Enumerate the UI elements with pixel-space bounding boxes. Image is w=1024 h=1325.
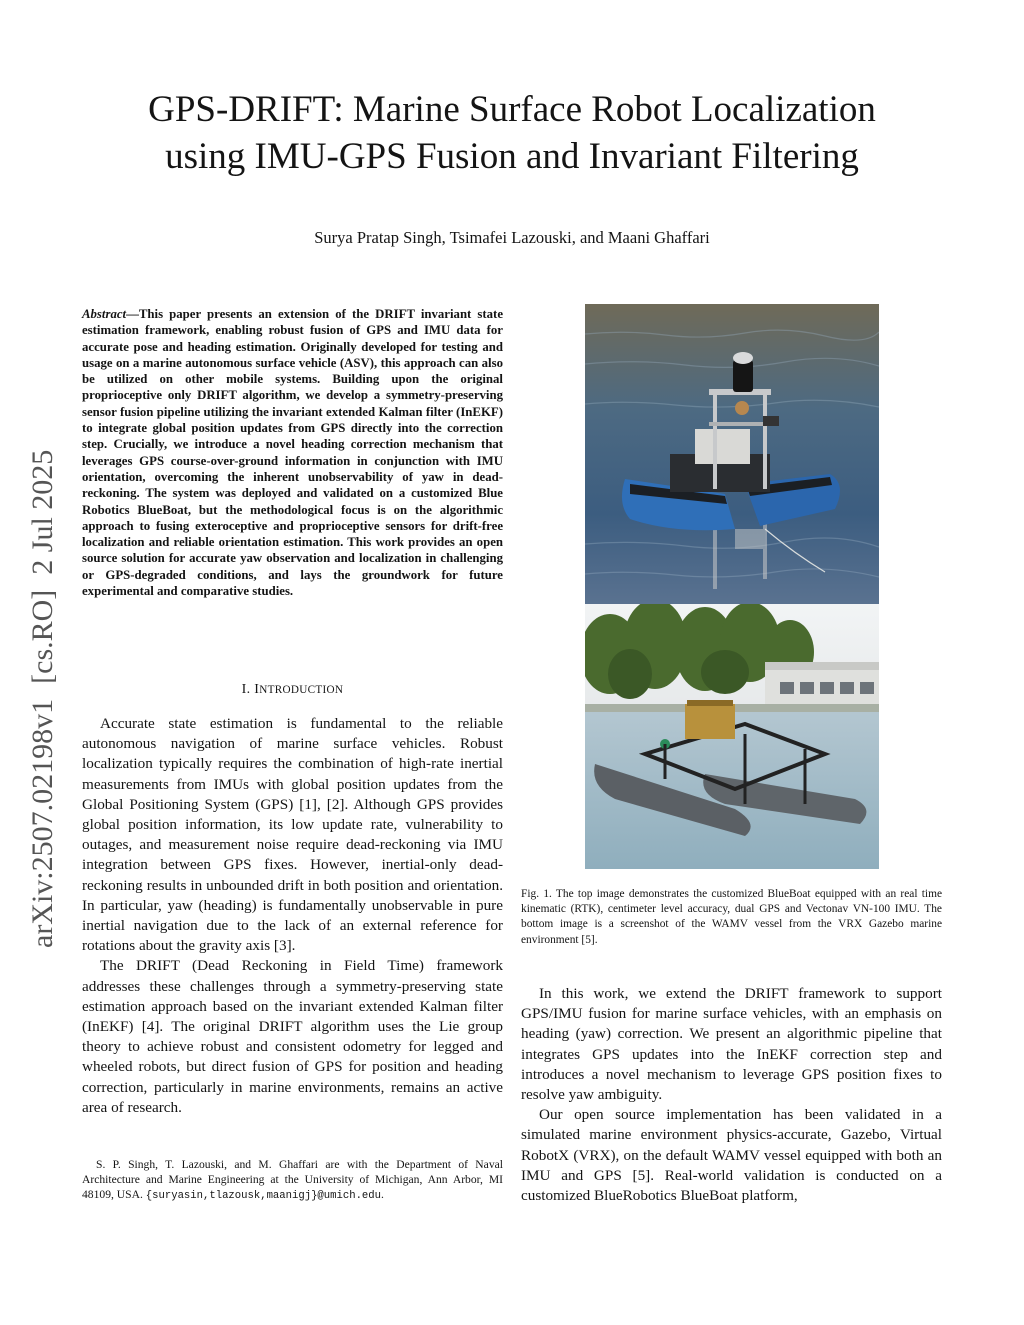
- right-paragraph-1: In this work, we extend the DRIFT framework to support GPS/IMU fusion for marine surface vehicles, with an emphasis on heading (yaw) correction. We present an algorithmic pipeline that integrates GPS updates into the InEKF correction step and introduces a novel mechanism to leverage GPS position fixes to resolve yaw ambiguity.: [521, 985, 942, 1104]
- footnote-emails: {suryasin,tlazousk,maanigj}@umich.edu: [145, 1190, 382, 1202]
- arxiv-stamp: [14, 380, 66, 950]
- introduction-body: [82, 714, 503, 1118]
- abstract-label: Abstract: [82, 307, 127, 321]
- title-line-2: using IMU-GPS Fusion and Invariant Filtering: [165, 136, 859, 177]
- intro-paragraph-1: Accurate state estimation is fundamental to the reliable autonomous navigation of marine surface vehicles. Robust localization typically requires the combination of high-rate inertial measurements from IMUs with global position updates from the Global Positioning System (GPS) [1], [2]. Although GPS provides global position information, its low update rate, vulnerability to outages, and measurement noise require dead-reckoning via IMU integration between GPS fixes. However, inertial-only dead-reckoning results in unbounded drift in both position and orientation. In particular, yaw (heading) is fundamentally unobservable in pure inertial navigation due to the lack of an external reference for rotations about the gravity axis [3].: [82, 715, 503, 955]
- section-title-rest: NTRODUCTION: [259, 684, 344, 696]
- right-column-body: [521, 984, 942, 1206]
- footnote-text: S. P. Singh, T. Lazouski, and M. Ghaffari are with the Department of Naval Architecture and Marine Engineering at the University of Michigan, Ann Arbor, MI 48109, USA.: [82, 1158, 503, 1201]
- affiliation-footnote: [82, 1157, 503, 1204]
- section-heading-introduction: [82, 682, 503, 698]
- intro-paragraph-2: The DRIFT (Dead Reckoning in Field Time) framework addresses these challenges through a symmetry-preserving state estimation approach based on the invariant extended Kalman filter (InEKF) [4]. The original DRIFT algorithm uses the Lie group theory to achieve robust and consistent odometry for legged and wheeled robots, but direct fusion of GPS for position and heading correction, particularly in marine environments, remains an active area of research.: [82, 957, 503, 1116]
- figure-top-image: [585, 304, 879, 604]
- figure-caption: Fig. 1. The top image demonstrates the customized BlueBoat equipped with an real time kinematic (RTK), centimeter level accuracy, dual GPS and Vectonav VN-100 IMU. The bottom image is a screenshot of the WAMV vessel from the VRX Gazebo marine environment [5].: [521, 888, 942, 946]
- figure-1: [585, 304, 879, 869]
- abstract-text: —This paper presents an extension of the DRIFT invariant state estimation framework, enabling robust fusion of GPS and IMU data for accurate pose and heading estimation. Originally developed for testing and usage on a marine autonomous surface vehicle (ASV), this approach can also be utilized on other mobile systems. Building upon the original proprioceptive only DRIFT algorithm, we develop a symmetry-preserving sensor fusion pipeline utilizing the invariant extended Kalman filter (InEKF) to integrate global position updates from GPS directly into the correction step. Crucially, we introduce a novel heading correction mechanism that leverages GPS course-over-ground information in conjunction with IMU orientation, overcoming the inherent unobservability of yaw in dead-reckoning. The system was deployed and validated on a customized Blue Robotics BlueBoat, but the methodological focus is on the algorithmic approach to fusing exteroceptive and proprioceptive sensors for drift-free localization and reliable orientation estimation. This work provides an open source solution for accurate yaw observation and localization in challenging or GPS-degraded conditions, and lays the groundwork for future experimental and comparative studies.: [82, 307, 503, 599]
- figure-bottom-image: [585, 604, 879, 869]
- title-line-1: GPS-DRIFT: Marine Surface Robot Localization: [148, 89, 876, 130]
- section-numeral: I.: [241, 682, 251, 697]
- section-first-letter: I: [254, 682, 260, 697]
- right-paragraph-2: Our open source implementation has been validated in a simulated marine environment physics-accurate, Gazebo, Virtual RobotX (VRX), on the default WAMV vessel equipped with both an IMU and GPS [5]. Real-world validation is conducted on a customized BlueRobotics BlueBoat platform,: [521, 1106, 942, 1205]
- abstract: [82, 306, 503, 599]
- paper-title: [60, 86, 964, 180]
- arxiv-identifier: arXiv:2507.02198v1 [cs.RO] 2 Jul 2025: [26, 449, 59, 948]
- footnote-end: .: [381, 1188, 384, 1201]
- author-list: Surya Pratap Singh, Tsimafei Lazouski, and Maani Ghaffari: [314, 228, 710, 247]
